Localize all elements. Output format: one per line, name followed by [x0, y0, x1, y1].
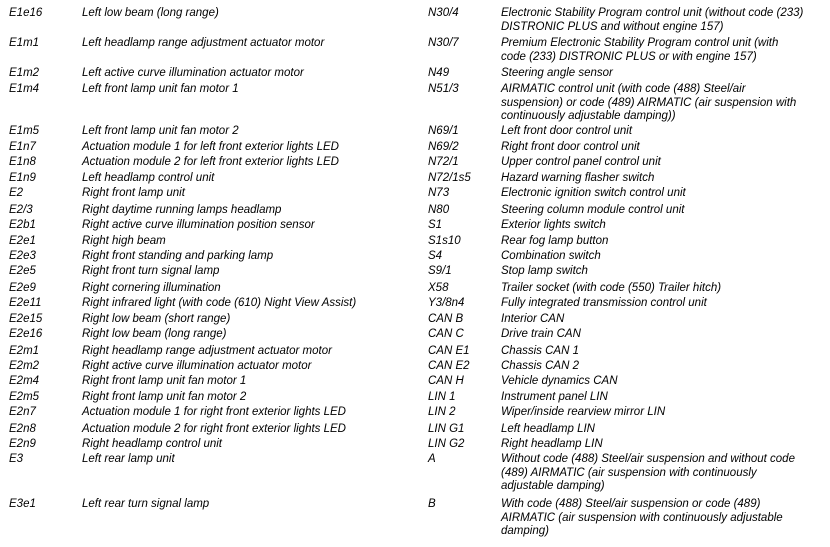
component-code: N30/4: [428, 7, 459, 19]
component-code: E1e16: [9, 7, 43, 19]
component-code: E2e1: [9, 235, 36, 247]
component-description: Left headlamp control unit: [82, 172, 215, 184]
component-description: Left low beam (long range): [82, 7, 219, 19]
component-description: Without code (488) Steel/air suspension and without code: [501, 453, 795, 465]
component-description: Actuation module 1 for right front exterior lights LED: [82, 406, 346, 418]
component-description: Left headlamp range adjustment actuator motor: [82, 37, 325, 49]
component-code: E1n9: [9, 172, 36, 184]
component-code: E1m4: [9, 83, 40, 95]
component-description: Right front standing and parking lamp: [82, 250, 274, 262]
component-code: N73: [428, 187, 450, 199]
component-code: E1n7: [9, 141, 36, 153]
component-description: Right infrared light (with code (610) Night View Assist): [82, 297, 357, 309]
component-code: N80: [428, 204, 450, 216]
component-code: LIN 1: [428, 391, 456, 403]
component-description: Chassis CAN 2: [501, 360, 579, 372]
component-description: Trailer socket (with code (550) Trailer hitch): [501, 282, 722, 294]
component-code: E1m2: [9, 67, 40, 79]
component-code: E2n9: [9, 438, 36, 450]
component-description: Stop lamp switch: [501, 265, 588, 277]
component-description: (489) AIRMATIC (air suspension with continuously: [501, 466, 757, 479]
component-code: E2/3: [9, 204, 33, 216]
component-description: Fully integrated transmission control unit: [501, 297, 707, 309]
component-code: CAN C: [428, 328, 464, 340]
component-code: E2: [9, 187, 24, 199]
component-description: Right high beam: [82, 235, 166, 247]
component-description: Right active curve illumination actuator motor: [82, 360, 312, 372]
component-code: E1m1: [9, 37, 40, 49]
component-description: Actuation module 2 for right front exterior lights LED: [82, 423, 346, 435]
component-description: AIRMATIC control unit (with code (488) Steel/air: [501, 83, 746, 95]
component-description: Right front door control unit: [501, 141, 640, 153]
component-description: Left rear lamp unit: [82, 453, 175, 465]
component-code: CAN E1: [428, 345, 470, 357]
component-description: Right front lamp unit fan motor 1: [82, 375, 247, 387]
component-description: With code (488) Steel/air suspension or code (489): [501, 498, 761, 510]
component-description: Right front turn signal lamp: [82, 265, 220, 277]
component-description: Interior CAN: [501, 313, 565, 325]
component-description: Right cornering illumination: [82, 282, 221, 294]
component-code: S9/1: [428, 265, 452, 277]
component-code: E2e5: [9, 265, 36, 277]
component-description: Left active curve illumination actuator motor: [82, 67, 304, 79]
component-code: E2b1: [9, 219, 36, 231]
component-code: S4: [428, 250, 443, 262]
component-description: continuously adjustable damping)): [501, 110, 676, 123]
component-code: E3: [9, 453, 24, 465]
component-description: Rear fog lamp button: [501, 235, 609, 247]
component-description: Drive train CAN: [501, 328, 581, 340]
component-description: Right headlamp LIN: [501, 438, 603, 450]
component-code: E1n8: [9, 156, 36, 168]
component-code: N49: [428, 67, 450, 79]
component-code: E2n8: [9, 423, 36, 435]
component-code: E2m5: [9, 391, 40, 403]
component-description: Combination switch: [501, 250, 601, 262]
component-description: adjustable damping): [501, 480, 605, 493]
component-description: Steering column module control unit: [501, 204, 685, 216]
component-code: E1m5: [9, 125, 40, 137]
component-code: X58: [428, 282, 449, 294]
component-code: E2m1: [9, 345, 40, 357]
component-description: Instrument panel LIN: [501, 391, 608, 403]
component-code: N72/1s5: [428, 172, 471, 184]
component-code: E2n7: [9, 406, 36, 418]
component-code: A: [428, 453, 436, 465]
component-code: E2e15: [9, 313, 43, 325]
component-description: Wiper/inside rearview mirror LIN: [501, 406, 666, 418]
component-code: LIN G1: [428, 423, 465, 435]
component-description: Right front lamp unit: [82, 187, 185, 199]
component-description: Right low beam (long range): [82, 328, 227, 340]
component-description: Left front lamp unit fan motor 2: [82, 125, 239, 137]
component-description: Left headlamp LIN: [501, 423, 595, 435]
component-description: Upper control panel control unit: [501, 156, 661, 168]
component-description: code (233) DISTRONIC PLUS or with engine 157): [501, 50, 757, 63]
component-description: Electronic ignition switch control unit: [501, 187, 686, 199]
component-description: damping): [501, 525, 549, 538]
component-code: E2e11: [9, 297, 42, 309]
component-code: E2e3: [9, 250, 36, 262]
component-code: E2e16: [9, 328, 43, 340]
component-code: N72/1: [428, 156, 459, 168]
component-code: N51/3: [428, 83, 459, 95]
component-description: Electronic Stability Program control unit (without code (233): [501, 7, 804, 19]
component-code: CAN E2: [428, 360, 470, 372]
component-code: E3e1: [9, 498, 36, 510]
component-code: E2m2: [9, 360, 40, 372]
component-code: E2e9: [9, 282, 36, 294]
component-code: N69/2: [428, 141, 459, 153]
component-description: Right low beam (short range): [82, 313, 231, 325]
component-code: LIN G2: [428, 438, 465, 450]
component-code: S1: [428, 219, 443, 231]
component-code: CAN B: [428, 313, 464, 325]
component-description: Vehicle dynamics CAN: [501, 375, 618, 387]
component-description: Right daytime running lamps headlamp: [82, 204, 282, 216]
component-code: B: [428, 498, 436, 510]
component-description: Right active curve illumination position sensor: [82, 219, 315, 231]
component-code: E2m4: [9, 375, 40, 387]
component-description: Actuation module 1 for left front exterior lights LED: [82, 141, 339, 153]
component-description: Hazard warning flasher switch: [501, 172, 655, 184]
component-code: N69/1: [428, 125, 459, 137]
component-code: LIN 2: [428, 406, 456, 418]
component-code: CAN H: [428, 375, 464, 387]
component-description: DISTRONIC PLUS and without engine 157): [501, 20, 724, 33]
component-description: Chassis CAN 1: [501, 345, 579, 357]
component-code: Y3/8n4: [428, 297, 465, 309]
component-description: Premium Electronic Stability Program control unit (with: [501, 37, 779, 49]
component-description: Left rear turn signal lamp: [82, 498, 210, 510]
component-description: Left front lamp unit fan motor 1: [82, 83, 239, 95]
component-description: Steering angle sensor: [501, 67, 613, 79]
component-description: suspension) or code (489) AIRMATIC (air suspension with: [501, 96, 797, 109]
component-description: Right headlamp range adjustment actuator motor: [82, 345, 332, 357]
component-description: Right front lamp unit fan motor 2: [82, 391, 247, 403]
component-description: AIRMATIC (air suspension with continuously adjustable: [501, 511, 783, 524]
component-description: Exterior lights switch: [501, 219, 606, 231]
component-code: N30/7: [428, 37, 459, 49]
component-description: Left front door control unit: [501, 125, 633, 137]
component-code: S1s10: [428, 235, 461, 247]
component-description: Right headlamp control unit: [82, 438, 222, 450]
component-description: Actuation module 2 for left front exterior lights LED: [82, 156, 339, 168]
